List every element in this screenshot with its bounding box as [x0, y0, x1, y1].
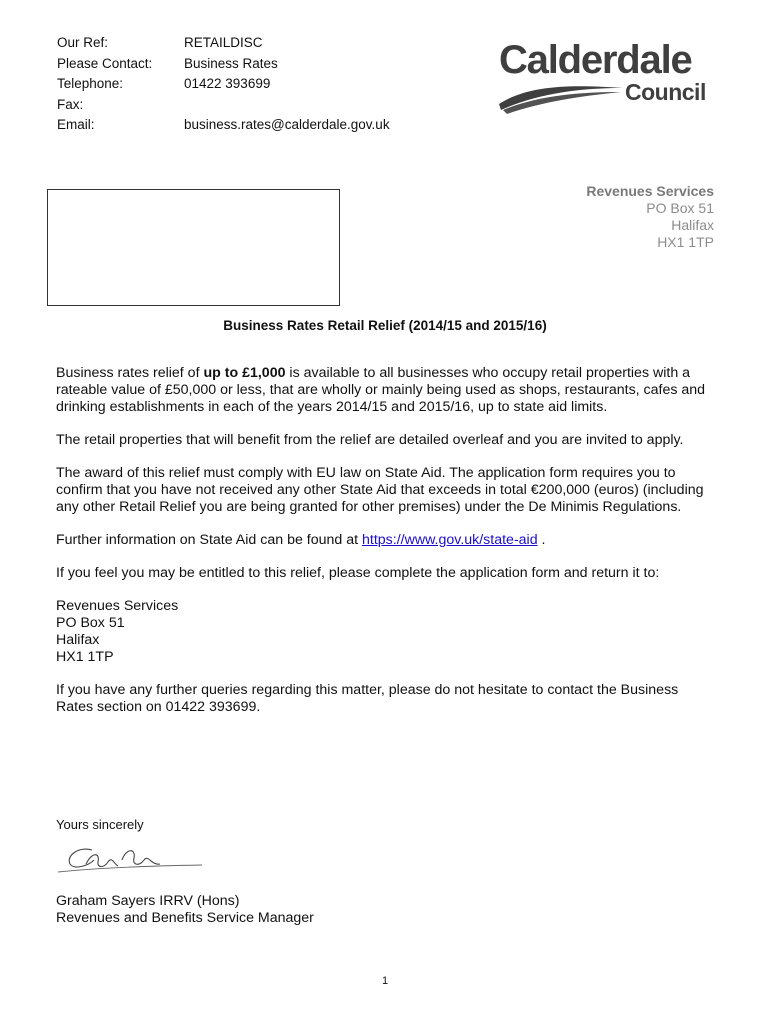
ref-row-contact [57, 54, 390, 75]
paragraph-text: . [537, 532, 546, 548]
paragraph-queries: If you have any further queries regarding this matter, please do not hesitate to contact the Business Rates section on 01422 393699. [56, 682, 679, 715]
signer-name: Graham Sayers IRRV (Hons) [56, 893, 240, 909]
ref-row-telephone [57, 74, 390, 95]
sender-address-title: Revenues Services [586, 183, 714, 199]
paragraph-text: Further information on State Aid can be found at [56, 532, 363, 548]
ref-label: Email: [57, 117, 95, 132]
reference-block [57, 33, 390, 136]
paragraph-relief-intro [56, 365, 716, 416]
recipient-address-window [47, 189, 340, 306]
sender-address [586, 183, 714, 251]
return-address-line: Revenues Services [56, 598, 179, 614]
ref-label: Please Contact: [57, 55, 153, 71]
page-number: 1 [381, 975, 389, 987]
logo-text-council: Council [625, 79, 706, 105]
signer-title: Revenues and Benefits Service Manager [56, 910, 314, 926]
ref-row-fax [57, 95, 390, 116]
sender-address-line: Halifax [671, 217, 714, 233]
paragraph-text: Business rates relief of [56, 365, 204, 381]
paragraph-text: is available to all businesses who occupy retail properties with a rateable value of £50,000 or less, that are wholly or mainly being used as shops, restaurants, cafes and drinking establishments in each of the years 2014/15 and 2015/16, up to state aid limits. [56, 365, 706, 415]
sender-address-line: HX1 1TP [657, 234, 714, 250]
sender-address-line: PO Box 51 [646, 200, 714, 216]
calderdale-council-logo [497, 38, 712, 122]
closing-salutation: Yours sincerely [56, 817, 144, 832]
paragraph-invitation: The retail properties that will benefit from the relief are detailed overleaf and you are invited to apply. [56, 432, 684, 448]
state-aid-link[interactable]: https://www.gov.uk/state-aid [362, 532, 538, 548]
ref-value: Business Rates [184, 55, 278, 71]
letter-body [56, 365, 716, 732]
signer-block [56, 893, 314, 927]
return-address-line: PO Box 51 [56, 615, 125, 631]
signature-image [56, 838, 206, 882]
ref-row-our-ref [57, 33, 390, 54]
ref-label: Fax: [57, 96, 84, 112]
relief-amount-text: up to £1,000 [203, 365, 286, 381]
return-address-line: Halifax [56, 632, 100, 648]
logo-swoosh-icon [497, 70, 637, 114]
ref-value: business.rates@calderdale.gov.uk [184, 117, 390, 132]
logo-text-calderdale: Calderdale [499, 38, 692, 82]
ref-label: Our Ref: [57, 35, 109, 50]
return-address [56, 598, 716, 666]
ref-label: Telephone: [57, 76, 124, 91]
ref-value: RETAILDISC [184, 35, 263, 50]
paragraph-return-instructions: If you feel you may be entitled to this relief, please complete the application form and return it to: [56, 565, 660, 581]
letter-heading: Business Rates Retail Relief (2014/15 and 2015/16) [223, 318, 547, 333]
ref-value: 01422 393699 [184, 76, 271, 91]
paragraph-further-info [56, 532, 716, 549]
paragraph-state-aid: The award of this relief must comply with EU law on State Aid. The application form requires you to confirm that you have not received any other State Aid that exceeds in total €200,000 (euros) (including any other Retail Relief you are being granted for other premises) under the De Minimis Regulations. [56, 465, 704, 515]
return-address-line: HX1 1TP [56, 649, 114, 665]
ref-row-email [57, 115, 390, 136]
